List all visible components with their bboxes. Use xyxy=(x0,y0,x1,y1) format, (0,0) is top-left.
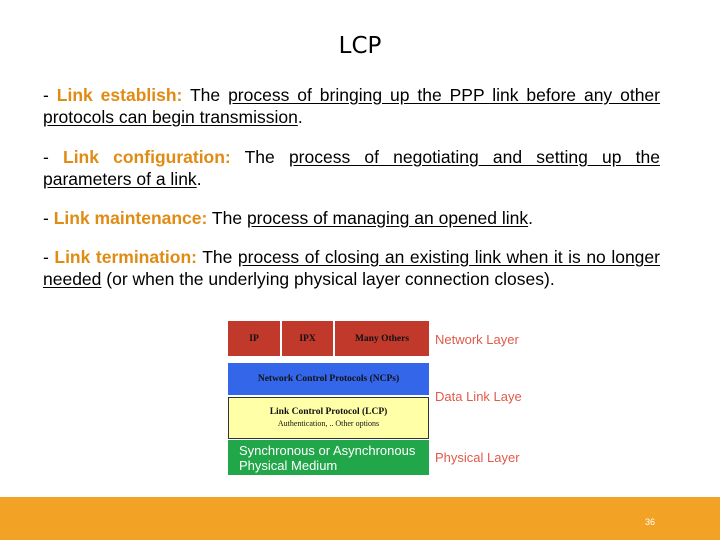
paragraph-link-configuration xyxy=(43,146,660,190)
dash: - xyxy=(43,85,57,105)
dash: - xyxy=(43,208,54,228)
term-link-termination: Link termination: xyxy=(54,247,197,267)
paragraph-link-establish xyxy=(43,84,660,128)
data-link-layer-label: Data Link Laye xyxy=(435,389,522,404)
dash: - xyxy=(43,247,55,267)
lcp-label: Link Control Protocol (LCP) xyxy=(269,407,388,417)
ip-cell: IP xyxy=(228,321,280,356)
physical-medium-band xyxy=(228,440,429,475)
paragraph-link-maintenance xyxy=(43,207,660,229)
text-plain: The xyxy=(182,85,229,105)
term-link-maintenance: Link maintenance: xyxy=(53,208,208,228)
text-end: . xyxy=(196,169,202,189)
footer-bar xyxy=(0,497,720,540)
text-plain: The xyxy=(230,147,289,167)
text-plain: The xyxy=(197,247,238,267)
term-link-establish: Link establish: xyxy=(56,85,183,105)
ncp-band: Network Control Protocols (NCPs) xyxy=(228,363,429,395)
network-layer-label: Network Layer xyxy=(435,332,519,347)
text-underlined: process of negotiating and setting up the parameters of a link xyxy=(43,147,660,189)
text-end: . xyxy=(297,107,303,127)
physical-line-1: Synchronous or Asynchronous xyxy=(239,442,416,458)
text-underlined: process of closing an existing link when it is no longer needed xyxy=(43,247,660,289)
dash: - xyxy=(43,147,63,167)
page-number: 36 xyxy=(644,517,655,527)
ipx-cell: IPX xyxy=(282,321,333,356)
lcp-sublabel: Authentication, .. Other options xyxy=(277,419,380,428)
text-end: (or when the underlying physical layer connection closes). xyxy=(101,269,555,289)
paragraph-link-termination xyxy=(43,246,660,290)
physical-layer-label: Physical Layer xyxy=(435,450,520,465)
text-plain: The xyxy=(207,208,247,228)
slide-title: LCP xyxy=(338,33,382,59)
lcp-band xyxy=(228,397,429,439)
text-underlined: process of managing an opened link xyxy=(246,208,529,228)
physical-line-2: Physical Medium xyxy=(239,457,338,473)
text-end: . xyxy=(528,208,533,228)
text-underlined: process of bringing up the PPP link before any other protocols can begin transmission xyxy=(43,85,660,127)
term-link-configuration: Link configuration: xyxy=(63,147,231,167)
many-others-cell: Many Others xyxy=(335,321,429,356)
ppp-layer-diagram xyxy=(228,321,528,476)
